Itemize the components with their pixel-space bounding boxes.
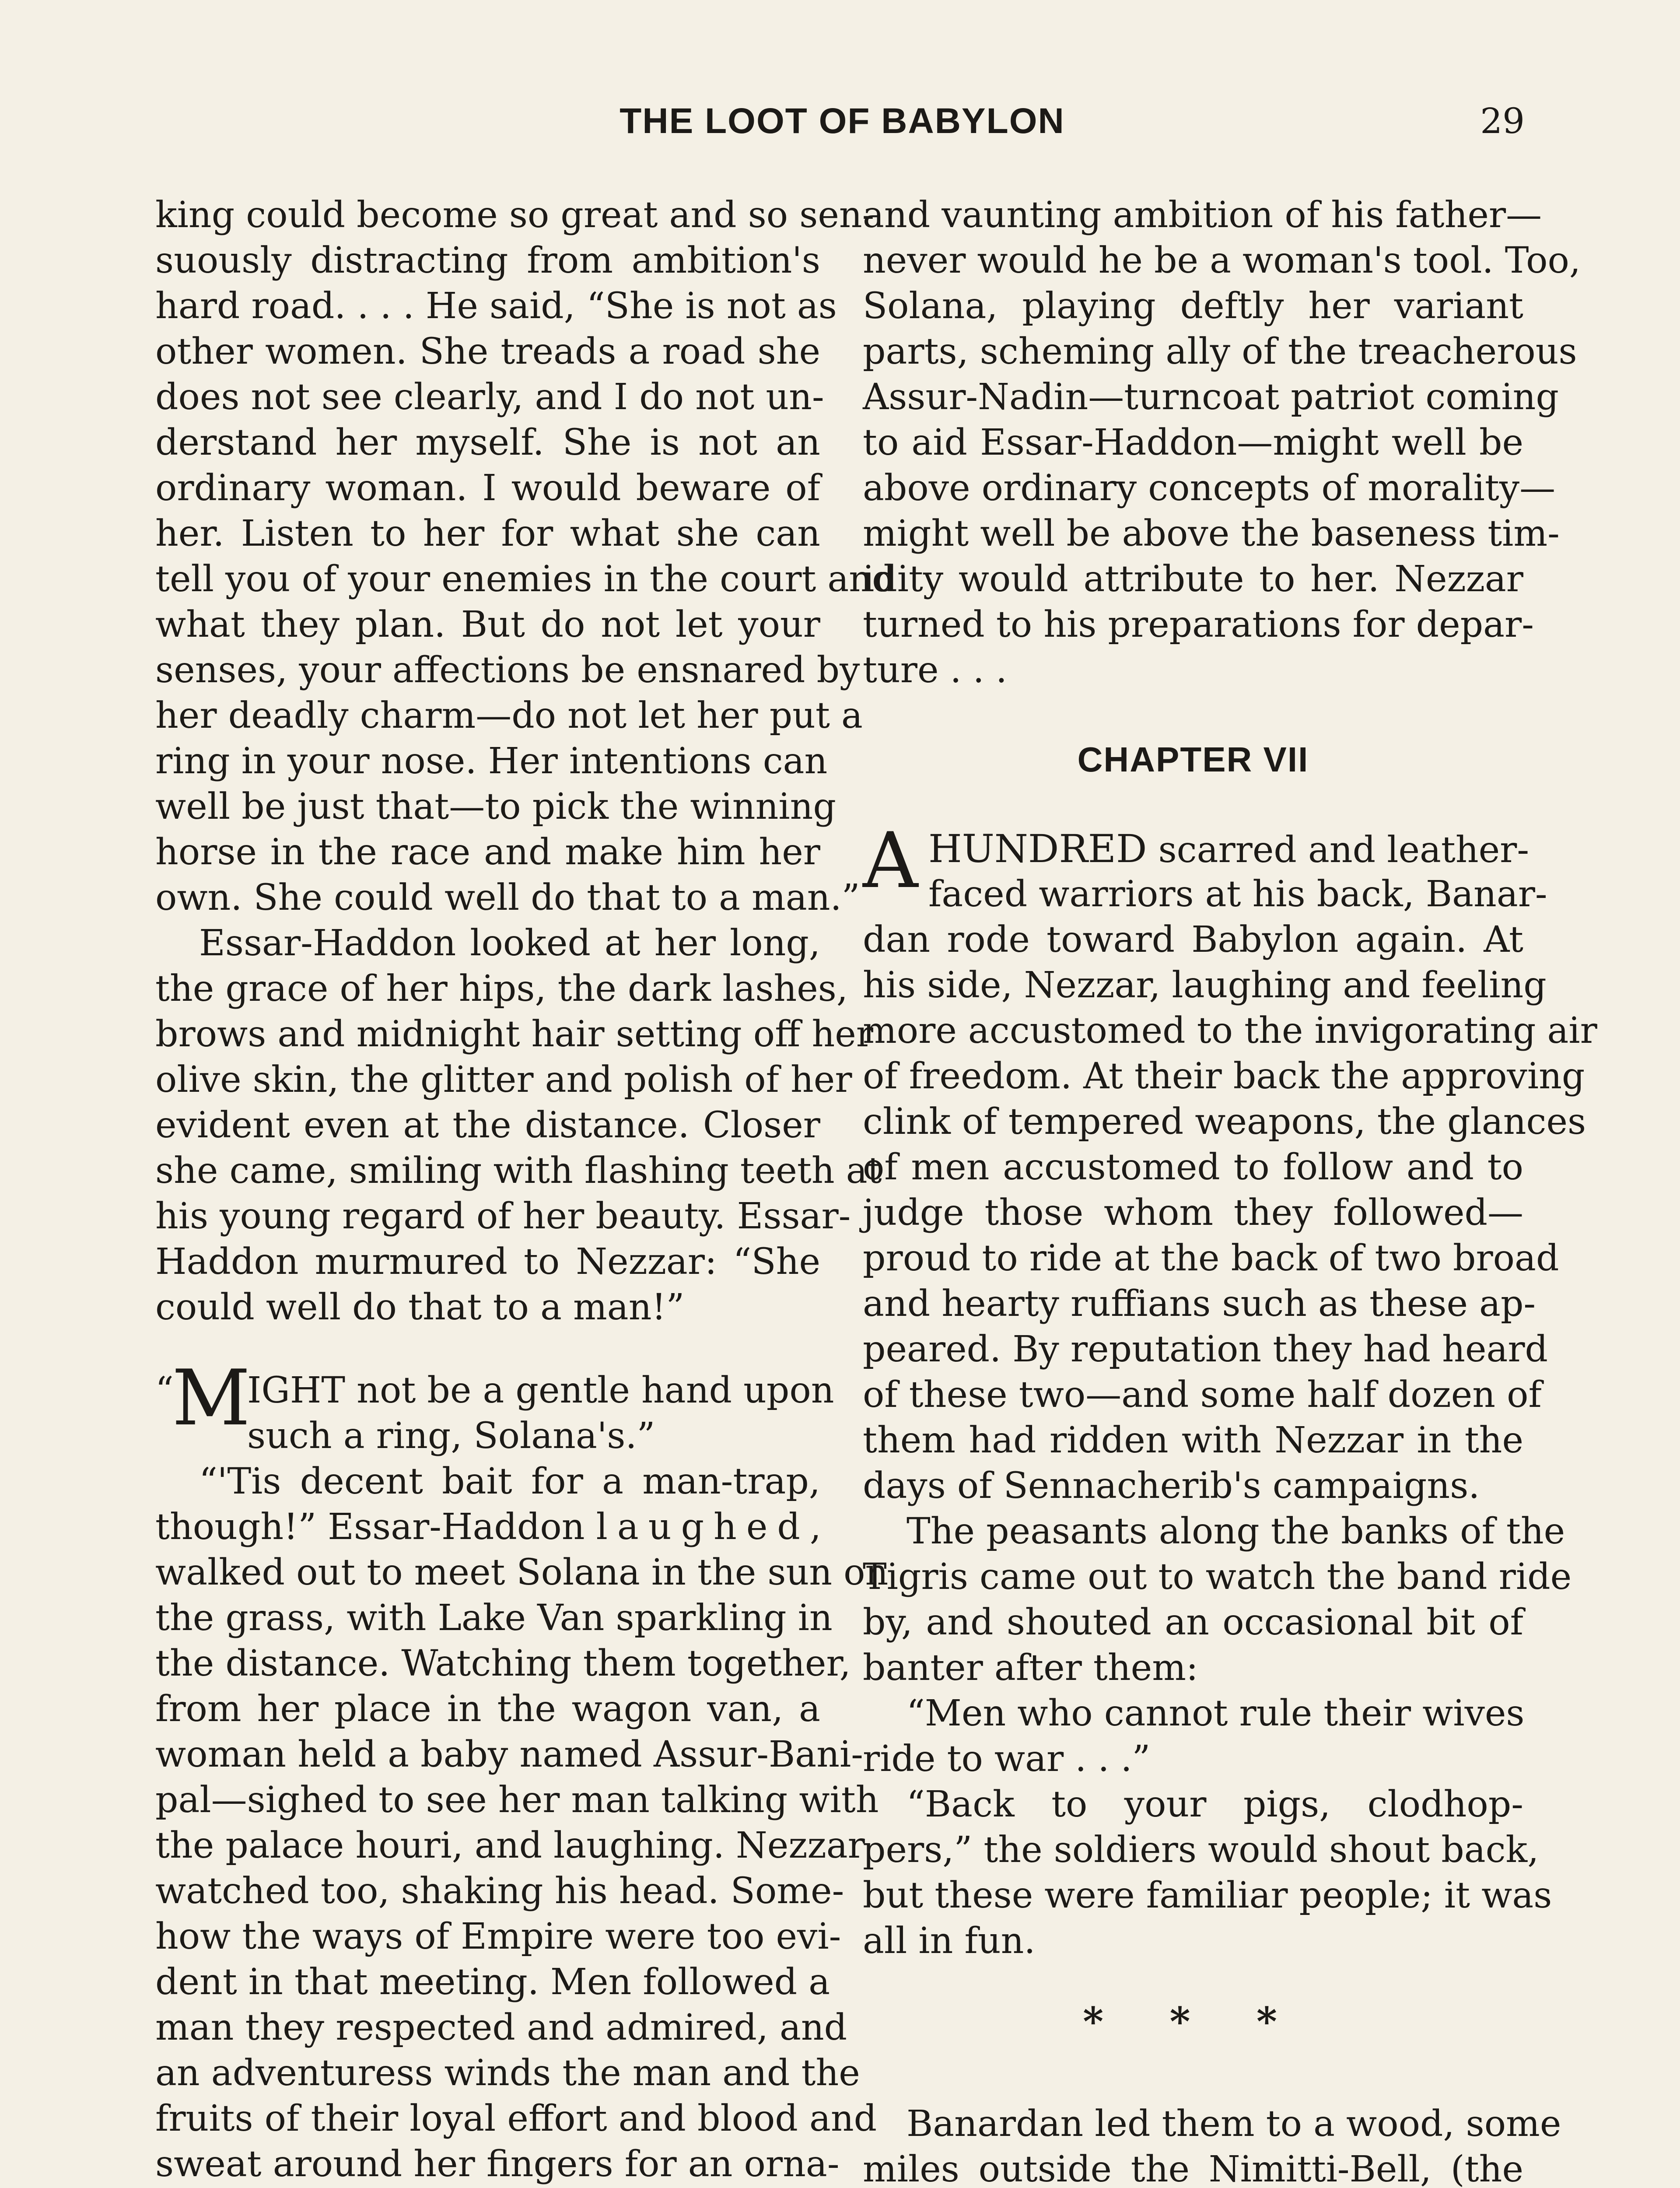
- text-line: what they plan. But do not let your: [155, 604, 820, 645]
- text-line: but these were familiar people; it was: [863, 1875, 1552, 1916]
- text-line: idity would attribute to her. Nezzar: [863, 558, 1523, 600]
- text-line: his side, Nezzar, laughing and feeling: [863, 964, 1547, 1006]
- text-line: “'Tis decent bait for a man-trap,: [199, 1461, 820, 1502]
- text-line: evident even at the distance. Closer: [155, 1105, 820, 1146]
- open-quote: “: [155, 1370, 174, 1411]
- paragraph: [155, 921, 882, 1330]
- text-line: of these two—and some half dozen of: [863, 1374, 1542, 1416]
- dropcap-paragraph: [863, 817, 1547, 917]
- text-line: Assur-Nadin—turncoat patriot coming: [863, 376, 1559, 418]
- text-line: never would he be a woman's tool. Too,: [863, 240, 1581, 281]
- emphasized-word: laughed,: [596, 1506, 831, 1548]
- paragraph-gap: [863, 693, 1523, 737]
- text-line: ring in your nose. Her intentions can: [155, 740, 828, 782]
- text-line: proud to ride at the back of two broad: [863, 1238, 1559, 1279]
- text-line: to aid Essar-Haddon—might well be: [863, 422, 1523, 463]
- text-line: turned to his preparations for depar-: [863, 604, 1534, 645]
- text-line: could well do that to a man!”: [155, 1287, 685, 1328]
- text-line: Haddon murmured to Nezzar: “She: [155, 1241, 820, 1283]
- text-span: though!” Essar-Haddon: [155, 1506, 585, 1548]
- text-line: sweat around her fingers for an orna-: [155, 2143, 840, 2185]
- smallcaps-word: HUNDRED: [928, 826, 1147, 871]
- text-line: days of Sennacherib's campaigns.: [863, 1465, 1480, 1507]
- text-line: the grass, with Lake Van sparkling in: [155, 1597, 833, 1639]
- page-number: 29: [1480, 101, 1525, 141]
- text-line: does not see clearly, and I do not un-: [155, 376, 824, 418]
- text-line: judge those whom they followed—: [863, 1192, 1523, 1234]
- text-line: Solana, playing deftly her variant: [863, 285, 1523, 327]
- text-line: banter after them:: [863, 1647, 1198, 1689]
- text-line: “Back to your pigs, clodhop-: [906, 1784, 1523, 1825]
- section-separator: * * *: [1083, 1999, 1303, 2045]
- text-line: walked out to meet Solana in the sun on: [155, 1552, 889, 1593]
- text-line: parts, scheming ally of the treacherous: [863, 331, 1577, 372]
- paragraph: [863, 1782, 1552, 1964]
- text-line: pers,” the soldiers would shout back,: [863, 1829, 1539, 1871]
- running-title: THE LOOT OF BABYLON: [620, 101, 1065, 141]
- text-line: and vaunting ambition of his father—: [863, 194, 1542, 236]
- drop-cap: A: [863, 817, 918, 905]
- text-line: olive skin, the glitter and polish of her: [155, 1059, 852, 1101]
- paragraph-gap: [863, 782, 1523, 826]
- drop-cap: M: [172, 1354, 251, 1443]
- paragraph: [863, 1509, 1572, 1691]
- text-line: his young regard of her beauty. Essar-: [155, 1196, 851, 1237]
- text-line: horse in the race and make him her: [155, 831, 820, 873]
- text-line: and hearty ruffians such as these ap-: [863, 1283, 1536, 1325]
- text-line: dent in that meeting. Men followed a: [155, 1961, 830, 2003]
- text-line: an adventuress winds the man and the: [155, 2052, 860, 2094]
- text-line: miles outside the Nimitti-Bell, (the: [863, 2149, 1523, 2188]
- dropcap-paragraph: [155, 1354, 834, 1459]
- text-line: how the ways of Empire were too evi-: [155, 1916, 841, 1957]
- text-line: other women. She treads a road she: [155, 331, 820, 372]
- text-line: own. She could well do that to a man.”: [155, 877, 860, 919]
- text-line: Essar-Haddon looked at her long,: [199, 922, 820, 964]
- text-line: ture . . .: [863, 649, 1007, 691]
- paragraph-gap: [863, 1964, 1523, 1999]
- text-line: she came, smiling with flashing teeth at: [155, 1150, 882, 1192]
- text-line: ride to war . . .”: [863, 1738, 1151, 1780]
- text-line: woman held a baby named Assur-Bani-: [155, 1734, 863, 1775]
- text-line: pal—sighed to see her man talking with: [155, 1779, 879, 1821]
- paragraph: [863, 1691, 1523, 1782]
- text-line: brows and midnight hair setting off her: [155, 1013, 874, 1055]
- text-line: all in fun.: [863, 1920, 1036, 1962]
- text-line: hard road. . . . He said, “She is not as: [155, 285, 837, 327]
- text-line: them had ridden with Nezzar in the: [863, 1420, 1523, 1461]
- text-line: the grace of her hips, the dark lashes,: [155, 968, 848, 1010]
- text-line: more accustomed to the invigorating air: [863, 1010, 1597, 1052]
- text-line: dan rode toward Babylon again. At: [863, 919, 1523, 961]
- paragraph-gap: [155, 1330, 820, 1368]
- text-line: suously distracting from ambition's: [155, 240, 820, 281]
- text-line: the distance. Watching them together,: [155, 1643, 851, 1684]
- text-line: derstand her myself. She is not an: [155, 422, 820, 463]
- text-line: clink of tempered weapons, the glances: [863, 1101, 1586, 1143]
- text-line: peared. By reputation they had heard: [863, 1329, 1548, 1370]
- text-line: well be just that—to pick the winning: [155, 786, 836, 828]
- text-line: ordinary woman. I would beware of: [155, 467, 820, 509]
- text-line: above ordinary concepts of morality—: [863, 467, 1556, 509]
- text-line: by, and shouted an occasional bit of: [863, 1602, 1523, 1643]
- text-line: Tigris came out to watch the band ride: [863, 1556, 1572, 1598]
- chapter-heading: CHAPTER VII: [1077, 740, 1309, 779]
- text-line: Banardan led them to a wood, some: [906, 2103, 1561, 2145]
- text-line: tell you of your enemies in the court and: [155, 558, 895, 600]
- text-line: [155, 1504, 831, 1550]
- text-line: her deadly charm—do not let her put a: [155, 695, 863, 736]
- text-line: of freedom. At their back the approving: [863, 1055, 1585, 1097]
- text-line: “Men who cannot rule their wives: [906, 1693, 1525, 1734]
- text-line: of men accustomed to follow and to: [863, 1147, 1523, 1188]
- text-line: her. Listen to her for what she can: [155, 513, 820, 554]
- text-line: [928, 826, 1530, 872]
- text-line: The peasants along the banks of the: [906, 1511, 1565, 1552]
- page-header: [0, 101, 1680, 153]
- text-line: IGHT not be a gentle hand upon: [247, 1370, 834, 1411]
- paragraph-gap: [863, 2044, 1523, 2101]
- left-column: [155, 193, 895, 2188]
- paragraph: [155, 193, 895, 921]
- right-column: [863, 193, 1597, 2188]
- text-line: such a ring, Solana's.”: [247, 1415, 655, 1457]
- text-span: scarred and leather-: [1158, 829, 1530, 871]
- text-line: senses, your affections be ensnared by: [155, 649, 860, 691]
- text-line: faced warriors at his back, Banar-: [928, 873, 1547, 915]
- text-line: man they respected and admired, and: [155, 2007, 847, 2048]
- text-line: watched too, shaking his head. Some-: [155, 1870, 844, 1912]
- paragraph: [863, 2101, 1561, 2188]
- paragraph: [155, 1459, 889, 2188]
- paragraph: [863, 917, 1597, 1509]
- text-line: might well be above the baseness tim-: [863, 513, 1560, 554]
- text-line: fruits of their loyal effort and blood and: [155, 2098, 877, 2139]
- text-line: the palace houri, and laughing. Nezzar: [155, 1825, 865, 1866]
- paragraph: [863, 193, 1581, 693]
- text-line: king could become so great and so sen-: [155, 194, 875, 236]
- text-line: from her place in the wagon van, a: [155, 1688, 820, 1730]
